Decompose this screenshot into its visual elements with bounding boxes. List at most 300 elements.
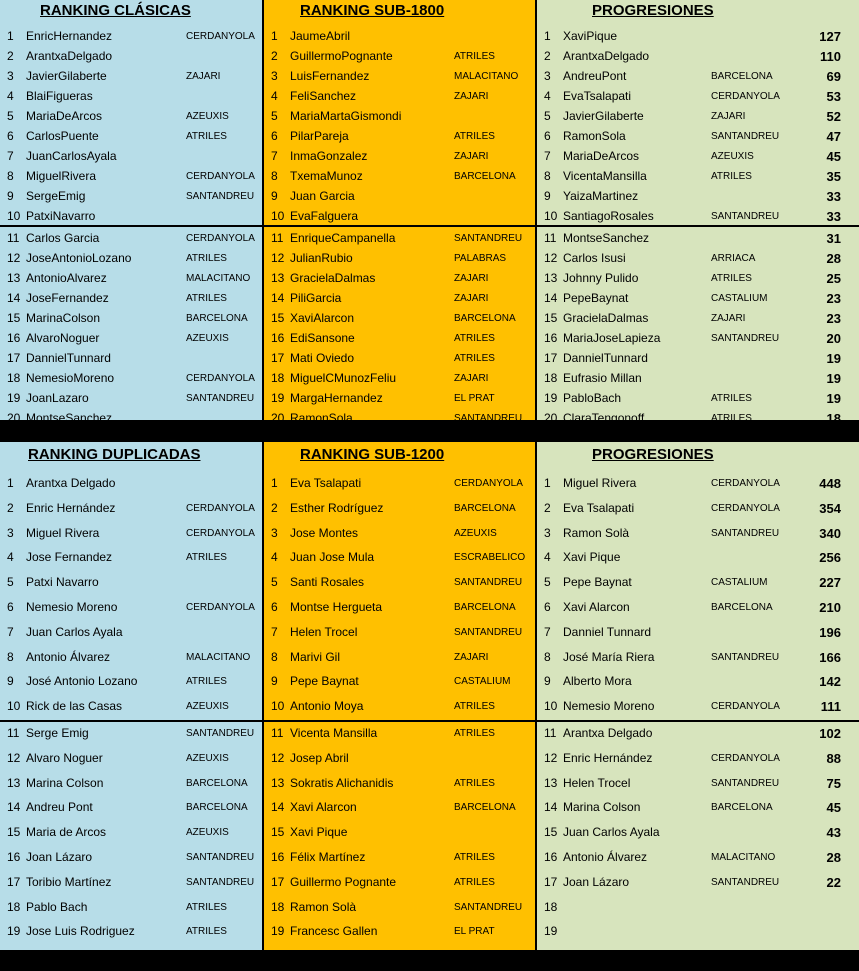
points-value: 45 [826,800,841,816]
list-item [264,547,535,567]
points-value: 18 [826,411,841,426]
club-name: ZAJARI [711,111,746,122]
rank-number: 8 [544,649,551,664]
list-item [0,268,262,288]
list-item [0,146,262,166]
player-name: JavierGilaberte [563,109,644,123]
list-item [537,248,859,268]
player-name: JaumeAbril [290,29,351,43]
club-name: SANTANDREU [711,876,780,888]
list-item [0,388,262,408]
list-item [537,86,859,106]
list-item [537,106,859,126]
rank-number: 12 [271,251,285,265]
list-item [537,328,859,348]
player-name: Enric Hernández [563,750,653,765]
player-name: Juan Jose Mula [290,550,375,565]
points-value: 19 [826,371,841,386]
list-item [537,268,859,288]
rank-number: 14 [271,291,285,305]
player-name: SantiagoRosales [563,209,654,223]
list-item [0,166,262,186]
club-name: MALACITANO [711,852,776,863]
rank-number: 10 [7,699,21,714]
player-name: Carlos Garcia [26,231,100,245]
list-item [0,248,262,268]
player-name: EnriqueCampanella [290,231,396,245]
list-item [264,872,535,892]
club-name: SANTANDREU [454,901,523,913]
list-item [264,946,535,966]
player-name: Félix Martínez [290,850,366,864]
club-name: SANTANDREU [711,651,780,663]
player-name: Luisa Lopez [290,949,355,964]
player-name: MargaHernandez [290,391,383,405]
player-name: ArantxaDelgado [563,49,650,63]
rank-number: 18 [544,371,558,385]
points-value: 19 [826,391,841,406]
rank-number: 8 [7,649,14,664]
points-value: 340 [819,525,841,541]
rank-number: 18 [7,371,21,385]
player-name: Andreu Pont [26,800,93,815]
player-name: Antonio Álvarez [26,649,111,664]
club-name: CERDANYOLA [186,233,255,244]
player-name: GuillermoPognante [290,49,393,63]
rank-number: 14 [7,800,21,815]
list-item [537,368,859,388]
list-item [537,773,859,793]
row-divider [0,225,262,227]
points-value: 75 [826,775,841,791]
club-name: SANTANDREU [711,527,780,539]
club-name: ATRILES [454,951,495,963]
club-name: SANTANDREU [186,393,255,404]
rank-number: 5 [7,109,14,123]
points-value: 22 [826,874,841,890]
club-name: ATRILES [711,393,752,404]
player-name: Miguel Rivera [563,476,637,490]
rank-number: 16 [544,850,558,864]
points-value: 110 [820,49,841,64]
points-value: 256 [819,550,841,566]
club-name: CERDANYOLA [711,91,780,102]
list-item [537,597,859,617]
rank-number: 19 [544,391,558,405]
rank-number: 3 [7,69,14,83]
player-name: Joan Lázaro [26,850,93,864]
club-name: ATRILES [186,253,227,264]
list-item [264,146,535,166]
points-value: 23 [826,291,841,306]
list-item [537,847,859,867]
points-value: 448 [819,476,841,491]
club-name: ATRILES [711,413,752,424]
club-name: BARCELONA [186,313,248,324]
club-name: BARCELONA [711,602,773,613]
list-item [0,671,262,691]
rank-number: 17 [271,874,285,889]
rank-number: 6 [7,600,14,614]
club-name: ATRILES [186,926,227,938]
player-name: VicentaMansilla [563,169,647,183]
rank-number: 16 [7,850,21,864]
club-name: BARCELONA [454,171,516,182]
list-item [264,572,535,592]
player-name: TxemaMunoz [290,169,363,183]
rank-number: 1 [544,29,551,43]
rank-number: 2 [544,49,551,63]
player-name: Maria de Arcos [26,825,107,840]
rank-number: 5 [544,109,551,123]
rank-number: 4 [544,89,551,103]
player-name: MariaDeArcos [26,109,103,123]
list-item [0,572,262,592]
list-item [0,308,262,328]
points-value: 142 [819,674,841,690]
player-name: Joan Lázaro [563,874,630,889]
list-item [264,723,535,743]
player-name: JoseFernandez [26,291,109,305]
points-value: 28 [826,251,841,266]
list-item [0,872,262,892]
player-name: MiguelRivera [26,169,97,183]
club-name: CERDANYOLA [711,752,780,764]
list-item [264,126,535,146]
club-name: BARCELONA [454,502,516,514]
list-item [0,523,262,543]
club-name: CERDANYOLA [186,171,255,182]
player-name: Carlos Isusi [563,251,626,265]
list-item [537,897,859,917]
club-name: PALABRAS [454,253,507,264]
rank-number: 18 [271,899,285,914]
list-item [537,46,859,66]
points-value: 52 [826,109,841,124]
rank-number: 17 [7,874,21,889]
list-item [264,368,535,388]
list-item [537,408,859,428]
rank-number: 20 [544,411,558,425]
player-name: GracielaDalmas [563,311,649,325]
list-item [264,248,535,268]
club-name: ATRILES [454,876,495,888]
list-item [537,523,859,543]
player-name: Johnny Pulido [563,271,639,285]
player-name: Danniel Tunnard [563,624,652,639]
points-value: 23 [826,311,841,326]
player-name: Guillermo Pognante [290,874,397,889]
player-name: EvaTsalapati [563,89,632,103]
player-name: NemesioMoreno [26,371,115,385]
points-value: 354 [819,500,841,516]
rank-number: 12 [271,750,285,765]
player-name: Toribio Martínez [26,874,112,889]
player-name: SergeEmig [26,189,86,203]
club-name: ATRILES [454,701,495,713]
club-name: ATRILES [454,728,495,739]
club-name: AZEUXIS [711,151,754,162]
list-item [0,26,262,46]
rank-number: 14 [544,800,558,815]
rank-number: 18 [544,899,558,914]
rank-number: 7 [7,149,14,163]
rank-number: 15 [271,825,285,840]
player-name: ClaraTengonoff [563,411,645,425]
list-item [537,822,859,842]
player-name: MariaDeArcos [563,149,640,163]
progresiones-panel [537,442,859,964]
player-name: JoseAntonioLozano [26,251,132,265]
player-name: YaizaMartinez [563,189,639,203]
rank-number: 8 [544,169,551,183]
rank-number: 14 [7,291,21,305]
player-name: Sokratis Alichanidis [290,775,394,790]
player-name: EvaFalguera [290,209,359,223]
club-name: BARCELONA [454,602,516,613]
player-name: Pepe Baynat [290,674,359,689]
player-name: XaviPique [563,29,618,43]
club-name: ATRILES [186,552,227,564]
rank-number: 2 [271,49,278,63]
list-item [0,946,262,966]
points-value: 19 [826,351,841,366]
list-item [537,647,859,667]
club-name: ZAJARI [454,293,489,304]
club-name: ZAJARI [454,151,489,162]
ranking-clasicas-panel [0,0,262,425]
list-item [0,46,262,66]
rank-number: 13 [7,271,21,285]
rank-number: 15 [271,311,285,325]
player-name: Mati Oviedo [290,351,355,365]
club-name: EL PRAT [454,393,495,404]
club-name: BARCELONA [711,71,773,82]
player-name: Francesc Gallen [290,924,378,939]
list-item [537,308,859,328]
player-name: MariaMartaGismondi [290,109,402,123]
rank-number: 9 [271,189,278,203]
list-item [264,408,535,428]
points-value: 45 [826,149,841,164]
player-name: MariaJoseLapieza [563,331,661,345]
player-name: Xavi Pique [290,825,348,840]
points-value: 69 [826,69,841,84]
club-name: AZEUXIS [186,752,229,764]
club-name: SANTANDREU [711,211,780,222]
player-name: AlvaroNoguer [26,331,100,345]
list-item [0,723,262,743]
rank-number: 16 [271,850,285,864]
list-item [264,268,535,288]
list-item [537,797,859,817]
player-name: Nemesio Moreno [26,600,118,614]
rank-number: 1 [271,476,278,490]
rank-number: 20 [271,411,285,425]
panel-title: RANKING CLÁSICAS [40,2,191,19]
player-name: CarlosPuente [26,129,99,143]
rank-number: 6 [7,129,14,143]
points-value: 166 [819,649,841,665]
player-name: MiguelCMunozFeliu [290,371,397,385]
rank-number: 9 [7,674,14,689]
list-item [0,797,262,817]
player-name: Helen Trocel [290,624,358,639]
player-name: ArantxaDelgado [26,49,113,63]
rank-number: 11 [7,231,20,245]
player-name: RamonSola [563,129,626,143]
list-item [264,473,535,493]
list-item [264,647,535,667]
club-name: AZEUXIS [186,701,229,713]
player-name: Santi Rosales [290,575,365,590]
club-name: CERDANYOLA [186,31,255,42]
club-name: ATRILES [186,676,227,688]
list-item [264,822,535,842]
club-name: SANTANDREU [186,852,255,863]
ranking-sub1200-panel [264,442,535,964]
list-item [537,696,859,716]
list-item [264,166,535,186]
rank-number: 19 [7,391,21,405]
row-divider [264,720,535,722]
list-item [264,206,535,226]
club-name: ARRIACA [711,253,756,264]
list-item [537,388,859,408]
player-name: Rick de las Casas [26,699,123,714]
club-name: ATRILES [186,901,227,913]
club-name: MALACITANO [186,273,251,284]
list-item [0,86,262,106]
rank-number: 1 [271,29,278,43]
list-item [537,126,859,146]
player-name: Marina Colson [563,800,641,815]
player-name: PabloBach [563,391,622,405]
points-value: 102 [819,726,841,741]
rank-number: 19 [7,924,21,939]
club-name: ZAJARI [454,651,489,663]
club-name: CERDANYOLA [186,373,255,384]
player-name: Xavi Alarcon [290,800,357,815]
list-item [0,897,262,917]
player-name: DannielTunnard [26,351,111,365]
player-name: Alberto Mora [563,674,632,689]
rank-number: 10 [544,699,558,714]
list-item [537,872,859,892]
rank-number: 18 [7,899,21,914]
player-name: Alvaro Noguer [26,750,103,765]
list-item [0,126,262,146]
rank-number: 13 [271,271,285,285]
player-name: AndreuPont [563,69,627,83]
rank-number: 4 [544,550,551,565]
list-item [0,622,262,642]
list-item [537,166,859,186]
points-value: 33 [826,209,841,224]
rank-number: 7 [544,624,551,639]
rank-number: 4 [7,550,14,565]
club-name: ATRILES [186,131,227,142]
points-value: 28 [826,850,841,865]
rank-number: 2 [271,500,278,515]
list-item [0,66,262,86]
rank-number: 20 [544,949,558,964]
list-item [537,748,859,768]
rank-number: 14 [271,800,285,815]
rank-number: 17 [544,351,558,365]
player-name: Serge Emig [26,726,89,740]
rank-number: 4 [271,89,278,103]
rank-number: 2 [7,49,14,63]
club-name: ZAJARI [186,71,221,82]
player-name: Pablo Bach [26,899,88,914]
rank-number: 19 [271,391,285,405]
rank-number: 6 [544,600,551,614]
player-name: AntonioAlvarez [26,271,107,285]
rank-number: 3 [271,525,278,540]
player-name: FeliSanchez [290,89,357,103]
club-name: CASTALIUM [454,676,511,688]
list-item [0,597,262,617]
player-name: Jose Luis Rodriguez [26,924,135,939]
rank-number: 10 [7,209,21,223]
list-item [264,696,535,716]
points-value: 53 [826,89,841,104]
rank-number: 4 [7,89,14,103]
list-item [264,328,535,348]
list-item [264,66,535,86]
list-item [264,523,535,543]
list-item [0,498,262,518]
rank-number: 15 [7,311,21,325]
club-name: SANTANDREU [454,626,523,638]
ranking-sub1800-panel [264,0,535,425]
club-name: SANTANDREU [186,728,255,739]
list-item [0,847,262,867]
list-item [537,348,859,368]
rank-number: 5 [544,575,551,590]
list-item [264,921,535,941]
points-value: 43 [826,825,841,841]
club-name: MALACITANO [186,651,251,663]
rank-number: 5 [271,109,278,123]
list-item [264,348,535,368]
player-name: JuanCarlosAyala [26,149,117,163]
row-divider [264,225,535,227]
club-name: ESCRABELICO [454,552,526,564]
club-name: CERDANYOLA [186,602,255,613]
list-item [537,723,859,743]
club-name: CASTALIUM [711,577,768,589]
player-name: GracielaDalmas [290,271,376,285]
rank-number: 6 [544,129,551,143]
club-name: ATRILES [454,51,495,62]
list-item [264,26,535,46]
player-name: Xavi Alarcon [563,600,630,614]
rank-number: 20 [7,411,21,425]
player-name: PatxiNavarro [26,209,96,223]
player-name: EnricHernandez [26,29,113,43]
rank-number: 7 [544,149,551,163]
player-name: Juan Carlos Ayala [26,624,123,639]
list-item [537,66,859,86]
club-name: BARCELONA [186,802,248,814]
player-name: Eva Tsalapati [290,476,362,490]
club-name: CERDANYOLA [454,478,523,489]
list-item [0,773,262,793]
club-name: CASTALIUM [711,293,768,304]
row-divider [537,720,859,722]
